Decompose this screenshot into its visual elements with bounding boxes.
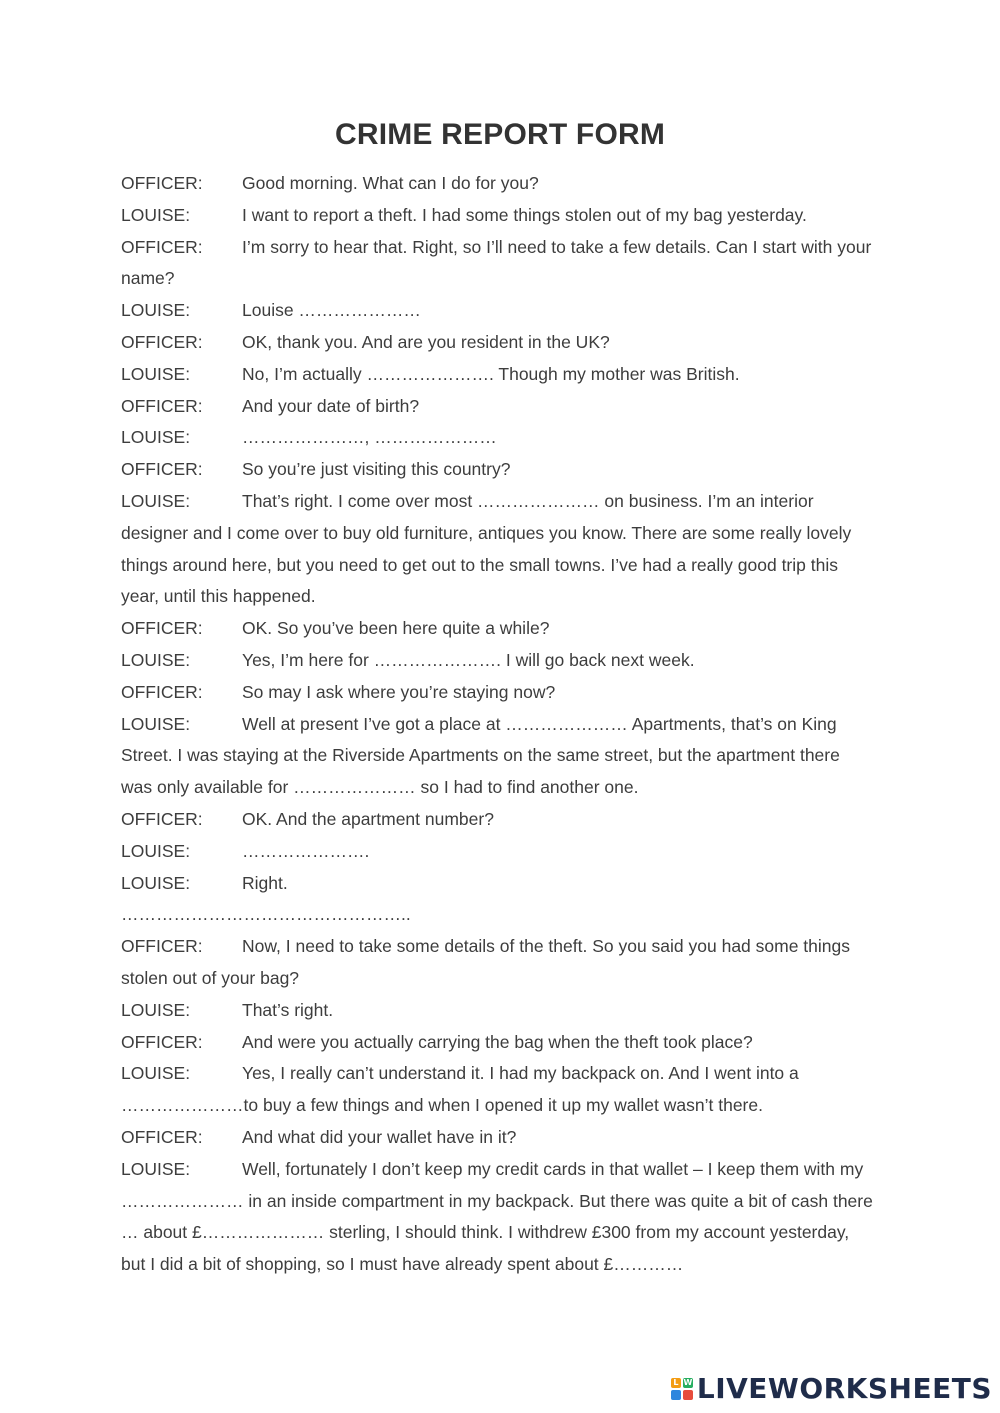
line-text: I want to report a theft. I had some things stolen out of my bag yesterday. [242, 204, 807, 225]
line-text: Well, fortunately I don’t keep my credit cards in that wallet – I keep them with my ………………… in an inside compartment in my backpack. But there was quite a bit of cash there … about £………………… sterling, I should think. I withdrew £300 from my account yesterday, but I did a bit of shopping, so I must have already spent about £………… [121, 1158, 873, 1275]
line-text: ………………………………………….. [121, 904, 411, 925]
dialogue-line [121, 931, 873, 995]
liveworksheets-logo [671, 1372, 992, 1405]
speaker-label: LOUISE: [121, 204, 191, 225]
speaker-label: OFFICER: [121, 618, 203, 639]
line-text: I’m sorry to hear that. Right, so I’ll need to take a few details. Can I start with your name? [121, 236, 872, 289]
logo-square [683, 1390, 693, 1400]
dialogue-line [121, 168, 873, 200]
line-text: That’s right. [242, 999, 334, 1020]
line-text: Yes, I’m here for …………………. I will go back next week. [242, 649, 695, 670]
dialogue [121, 168, 873, 1281]
dialogue-line [121, 836, 873, 868]
dialogue-line [121, 391, 873, 423]
speaker-label: LOUISE: [121, 999, 191, 1020]
speaker-label: OFFICER: [121, 808, 203, 829]
dialogue-line [121, 232, 873, 296]
dialogue-line [121, 359, 873, 391]
speaker-label: OFFICER: [121, 173, 203, 193]
speaker-label: LOUISE: [121, 300, 191, 321]
dialogue-line [121, 1058, 873, 1122]
dialogue-line [121, 1122, 873, 1154]
line-text: …………………. [242, 840, 370, 861]
speaker-label: LOUISE: [121, 840, 191, 861]
logo-mark-icon [671, 1378, 693, 1400]
dialogue-line [121, 645, 873, 677]
line-text: Good morning. What can I do for you? [242, 173, 539, 193]
line-text: That’s right. I come over most ………………… on business. I’m an interior designer and I come over to buy old furniture, antiques you know. There are some really lovely things around here, but you need to get out to the small towns. I’ve had a really good trip this year, until this happened. [121, 490, 852, 607]
speaker-label: LOUISE: [121, 363, 191, 384]
line-text: OK. And the apartment number? [242, 808, 494, 829]
speaker-label: OFFICER: [121, 681, 203, 702]
line-text: …………………, ………………… [242, 427, 497, 448]
line-text: So may I ask where you’re staying now? [242, 681, 556, 702]
dialogue-line [121, 1154, 873, 1281]
logo-square [671, 1390, 681, 1400]
speaker-label: LOUISE: [121, 427, 191, 448]
line-text: Yes, I really can’t understand it. I had my backpack on. And I went into a …………………to buy a few things and when I opened it up my wallet wasn’t there. [121, 1063, 799, 1116]
speaker-label: OFFICER: [121, 1126, 203, 1147]
speaker-label: LOUISE: [121, 713, 191, 734]
logo-square: L [671, 1378, 681, 1388]
dialogue-line [121, 613, 873, 645]
line-text: Now, I need to take some details of the theft. So you said you had some things stolen out of your bag? [121, 936, 851, 988]
dialogue-line [121, 868, 873, 900]
line-text: So you’re just visiting this country? [242, 459, 511, 480]
speaker-label: OFFICER: [121, 1031, 203, 1052]
dialogue-line [121, 1027, 873, 1059]
dialogue-line [121, 995, 873, 1027]
line-text: Well at present I’ve got a place at ………………… Apartments, that’s on King Street. I was staying at the Riverside Apartments on the same street, but the apartment there was only available for ………………… so I had to find another one. [121, 713, 840, 798]
page-title: CRIME REPORT FORM [334, 118, 666, 151]
speaker-label: LOUISE: [121, 1158, 191, 1179]
dialogue-line [121, 295, 873, 327]
speaker-label: OFFICER: [121, 331, 203, 352]
line-text: And what did your wallet have in it? [242, 1126, 517, 1147]
line-text: And your date of birth? [242, 395, 420, 416]
dialogue-line [121, 422, 873, 454]
dialogue-line [121, 899, 873, 931]
line-text: Right. [242, 872, 288, 893]
dialogue-line [121, 486, 873, 613]
speaker-label: LOUISE: [121, 649, 191, 670]
line-text: OK. So you’ve been here quite a while? [242, 618, 550, 639]
logo-square: W [683, 1377, 693, 1387]
dialogue-line [121, 327, 873, 359]
line-text: OK, thank you. And are you resident in the UK? [242, 331, 610, 352]
speaker-label: LOUISE: [121, 872, 191, 893]
line-text: No, I’m actually …………………. Though my mother was British. [242, 363, 740, 384]
speaker-label: OFFICER: [121, 936, 203, 957]
logo-text: LIVEWORKSHEETS [696, 1372, 992, 1405]
speaker-label: LOUISE: [121, 1063, 191, 1084]
speaker-label: OFFICER: [121, 236, 203, 257]
dialogue-line [121, 804, 873, 836]
dialogue-line [121, 677, 873, 709]
speaker-label: OFFICER: [121, 395, 203, 416]
speaker-label: OFFICER: [121, 459, 203, 480]
dialogue-line [121, 709, 873, 804]
dialogue-line [121, 454, 873, 486]
line-text: And were you actually carrying the bag when the theft took place? [242, 1031, 753, 1052]
line-text: Louise ………………… [242, 300, 421, 321]
speaker-label: LOUISE: [121, 490, 191, 511]
dialogue-line [121, 200, 873, 232]
